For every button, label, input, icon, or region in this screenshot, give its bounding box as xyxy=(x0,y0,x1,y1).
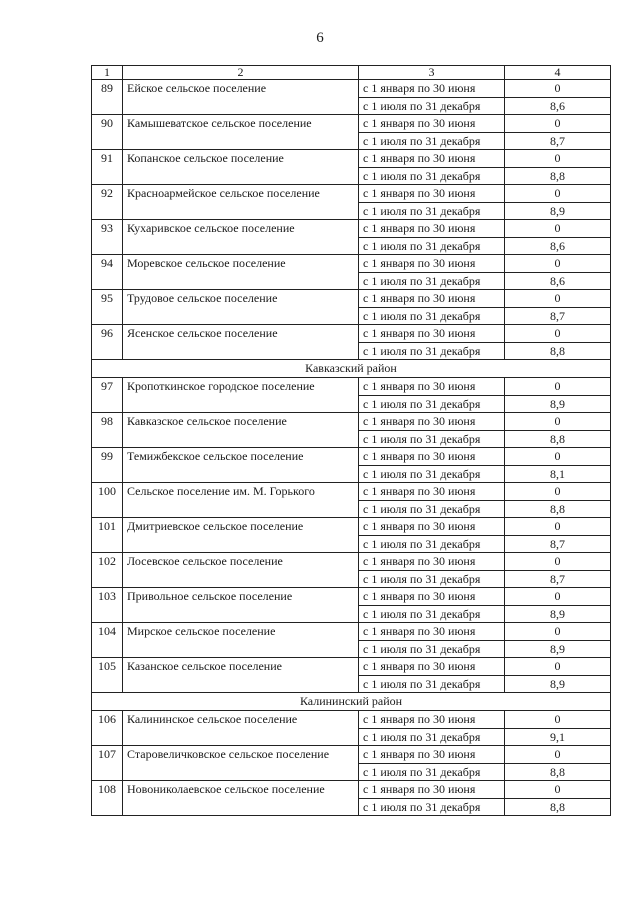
table-row xyxy=(92,290,611,308)
period-first-half: с 1 января по 30 июня xyxy=(359,413,505,431)
period-first-half: с 1 января по 30 июня xyxy=(359,220,505,238)
settlement-name: Калининское сельское поселение xyxy=(123,711,359,746)
value-second-half: 8,7 xyxy=(505,570,611,588)
value-first-half: 0 xyxy=(505,483,611,501)
period-second-half: с 1 июля по 31 декабря xyxy=(359,97,505,115)
value-second-half: 8,7 xyxy=(505,535,611,553)
value-first-half: 0 xyxy=(505,553,611,571)
table-row xyxy=(92,518,611,536)
period-first-half: с 1 января по 30 июня xyxy=(359,255,505,273)
period-first-half: с 1 января по 30 июня xyxy=(359,115,505,133)
value-second-half: 8,6 xyxy=(505,272,611,290)
value-second-half: 8,9 xyxy=(505,640,611,658)
table-row xyxy=(92,80,611,98)
period-second-half: с 1 июля по 31 декабря xyxy=(359,307,505,325)
settlement-name: Привольное сельское поселение xyxy=(123,588,359,623)
settlement-name: Сельское поселение им. М. Горького xyxy=(123,483,359,518)
table-row xyxy=(92,255,611,273)
table-row xyxy=(92,623,611,641)
period-second-half: с 1 июля по 31 декабря xyxy=(359,728,505,746)
period-first-half: с 1 января по 30 июня xyxy=(359,781,505,799)
row-number: 93 xyxy=(92,220,123,255)
table-row xyxy=(92,781,611,799)
row-number: 95 xyxy=(92,290,123,325)
value-first-half: 0 xyxy=(505,115,611,133)
value-first-half: 0 xyxy=(505,255,611,273)
settlement-name: Старовеличковское сельское поселение xyxy=(123,746,359,781)
row-number: 103 xyxy=(92,588,123,623)
header-row xyxy=(92,66,611,80)
column-header: 3 xyxy=(359,66,505,80)
table-row xyxy=(92,150,611,168)
value-second-half: 8,7 xyxy=(505,132,611,150)
value-first-half: 0 xyxy=(505,588,611,606)
period-second-half: с 1 июля по 31 декабря xyxy=(359,272,505,290)
column-header: 1 xyxy=(92,66,123,80)
value-second-half: 8,9 xyxy=(505,202,611,220)
period-first-half: с 1 января по 30 июня xyxy=(359,711,505,729)
settlement-name: Лосевское сельское поселение xyxy=(123,553,359,588)
row-number: 92 xyxy=(92,185,123,220)
period-second-half: с 1 июля по 31 декабря xyxy=(359,395,505,413)
row-number: 104 xyxy=(92,623,123,658)
row-number: 100 xyxy=(92,483,123,518)
period-first-half: с 1 января по 30 июня xyxy=(359,185,505,203)
row-number: 105 xyxy=(92,658,123,693)
tariff-table xyxy=(91,65,611,816)
period-first-half: с 1 января по 30 июня xyxy=(359,553,505,571)
row-number: 106 xyxy=(92,711,123,746)
row-number: 91 xyxy=(92,150,123,185)
period-second-half: с 1 июля по 31 декабря xyxy=(359,167,505,185)
value-first-half: 0 xyxy=(505,80,611,98)
value-second-half: 8,1 xyxy=(505,465,611,483)
row-number: 96 xyxy=(92,325,123,360)
settlement-name: Мирское сельское поселение xyxy=(123,623,359,658)
period-first-half: с 1 января по 30 июня xyxy=(359,448,505,466)
period-second-half: с 1 июля по 31 декабря xyxy=(359,570,505,588)
period-first-half: с 1 января по 30 июня xyxy=(359,325,505,343)
period-first-half: с 1 января по 30 июня xyxy=(359,378,505,396)
period-second-half: с 1 июля по 31 декабря xyxy=(359,763,505,781)
value-first-half: 0 xyxy=(505,150,611,168)
value-first-half: 0 xyxy=(505,658,611,676)
value-first-half: 0 xyxy=(505,711,611,729)
value-second-half: 8,9 xyxy=(505,675,611,693)
value-second-half: 8,8 xyxy=(505,167,611,185)
value-second-half: 8,9 xyxy=(505,605,611,623)
settlement-name: Ясенское сельское поселение xyxy=(123,325,359,360)
row-number: 89 xyxy=(92,80,123,115)
row-number: 90 xyxy=(92,115,123,150)
row-number: 101 xyxy=(92,518,123,553)
period-second-half: с 1 июля по 31 декабря xyxy=(359,535,505,553)
column-header: 4 xyxy=(505,66,611,80)
period-second-half: с 1 июля по 31 декабря xyxy=(359,465,505,483)
period-first-half: с 1 января по 30 июня xyxy=(359,658,505,676)
period-first-half: с 1 января по 30 июня xyxy=(359,290,505,308)
period-second-half: с 1 июля по 31 декабря xyxy=(359,640,505,658)
period-second-half: с 1 июля по 31 декабря xyxy=(359,500,505,518)
value-first-half: 0 xyxy=(505,623,611,641)
value-first-half: 0 xyxy=(505,325,611,343)
value-second-half: 8,6 xyxy=(505,237,611,255)
value-first-half: 0 xyxy=(505,413,611,431)
table-row xyxy=(92,658,611,676)
row-number: 97 xyxy=(92,378,123,413)
table-row xyxy=(92,711,611,729)
period-second-half: с 1 июля по 31 декабря xyxy=(359,132,505,150)
settlement-name: Казанское сельское поселение xyxy=(123,658,359,693)
period-first-half: с 1 января по 30 июня xyxy=(359,518,505,536)
value-first-half: 0 xyxy=(505,518,611,536)
table-row xyxy=(92,115,611,133)
row-number: 99 xyxy=(92,448,123,483)
value-second-half: 8,8 xyxy=(505,798,611,816)
value-first-half: 0 xyxy=(505,448,611,466)
settlement-name: Темижбекское сельское поселение xyxy=(123,448,359,483)
page-number: 6 xyxy=(316,30,324,46)
settlement-name: Красноармейское сельское поселение xyxy=(123,185,359,220)
value-second-half: 8,8 xyxy=(505,763,611,781)
value-first-half: 0 xyxy=(505,220,611,238)
value-first-half: 0 xyxy=(505,378,611,396)
value-first-half: 0 xyxy=(505,746,611,764)
table-row xyxy=(92,588,611,606)
row-number: 94 xyxy=(92,255,123,290)
period-second-half: с 1 июля по 31 декабря xyxy=(359,605,505,623)
value-second-half: 8,7 xyxy=(505,307,611,325)
table-row xyxy=(92,448,611,466)
table-body xyxy=(92,66,611,816)
table-row xyxy=(92,185,611,203)
table-row xyxy=(92,483,611,501)
value-first-half: 0 xyxy=(505,185,611,203)
value-first-half: 0 xyxy=(505,781,611,799)
settlement-name: Трудовое сельское поселение xyxy=(123,290,359,325)
settlement-name: Ейское сельское поселение xyxy=(123,80,359,115)
value-second-half: 8,8 xyxy=(505,500,611,518)
settlement-name: Кухаривское сельское поселение xyxy=(123,220,359,255)
period-second-half: с 1 июля по 31 декабря xyxy=(359,342,505,360)
value-first-half: 0 xyxy=(505,290,611,308)
district-name: Кавказский район xyxy=(92,360,611,378)
row-number: 98 xyxy=(92,413,123,448)
column-header: 2 xyxy=(123,66,359,80)
period-first-half: с 1 января по 30 июня xyxy=(359,588,505,606)
table-row xyxy=(92,220,611,238)
row-number: 102 xyxy=(92,553,123,588)
row-number: 108 xyxy=(92,781,123,816)
settlement-name: Новониколаевское сельское поселение xyxy=(123,781,359,816)
district-name: Калининский район xyxy=(92,693,611,711)
value-second-half: 8,8 xyxy=(505,430,611,448)
period-second-half: с 1 июля по 31 декабря xyxy=(359,430,505,448)
period-second-half: с 1 июля по 31 декабря xyxy=(359,202,505,220)
value-second-half: 9,1 xyxy=(505,728,611,746)
period-second-half: с 1 июля по 31 декабря xyxy=(359,237,505,255)
settlement-name: Дмитриевское сельское поселение xyxy=(123,518,359,553)
period-first-half: с 1 января по 30 июня xyxy=(359,80,505,98)
settlement-name: Копанское сельское поселение xyxy=(123,150,359,185)
period-second-half: с 1 июля по 31 декабря xyxy=(359,798,505,816)
settlement-name: Кропоткинское городское поселение xyxy=(123,378,359,413)
district-row xyxy=(92,693,611,711)
settlement-name: Моревское сельское поселение xyxy=(123,255,359,290)
period-first-half: с 1 января по 30 июня xyxy=(359,623,505,641)
value-second-half: 8,6 xyxy=(505,97,611,115)
row-number: 107 xyxy=(92,746,123,781)
settlement-name: Камышеватское сельское поселение xyxy=(123,115,359,150)
district-row xyxy=(92,360,611,378)
table-row xyxy=(92,378,611,396)
period-first-half: с 1 января по 30 июня xyxy=(359,150,505,168)
period-second-half: с 1 июля по 31 декабря xyxy=(359,675,505,693)
period-first-half: с 1 января по 30 июня xyxy=(359,746,505,764)
table-row xyxy=(92,553,611,571)
settlement-name: Кавказское сельское поселение xyxy=(123,413,359,448)
table-row xyxy=(92,746,611,764)
table-row xyxy=(92,413,611,431)
table-row xyxy=(92,325,611,343)
period-first-half: с 1 января по 30 июня xyxy=(359,483,505,501)
value-second-half: 8,9 xyxy=(505,395,611,413)
value-second-half: 8,8 xyxy=(505,342,611,360)
